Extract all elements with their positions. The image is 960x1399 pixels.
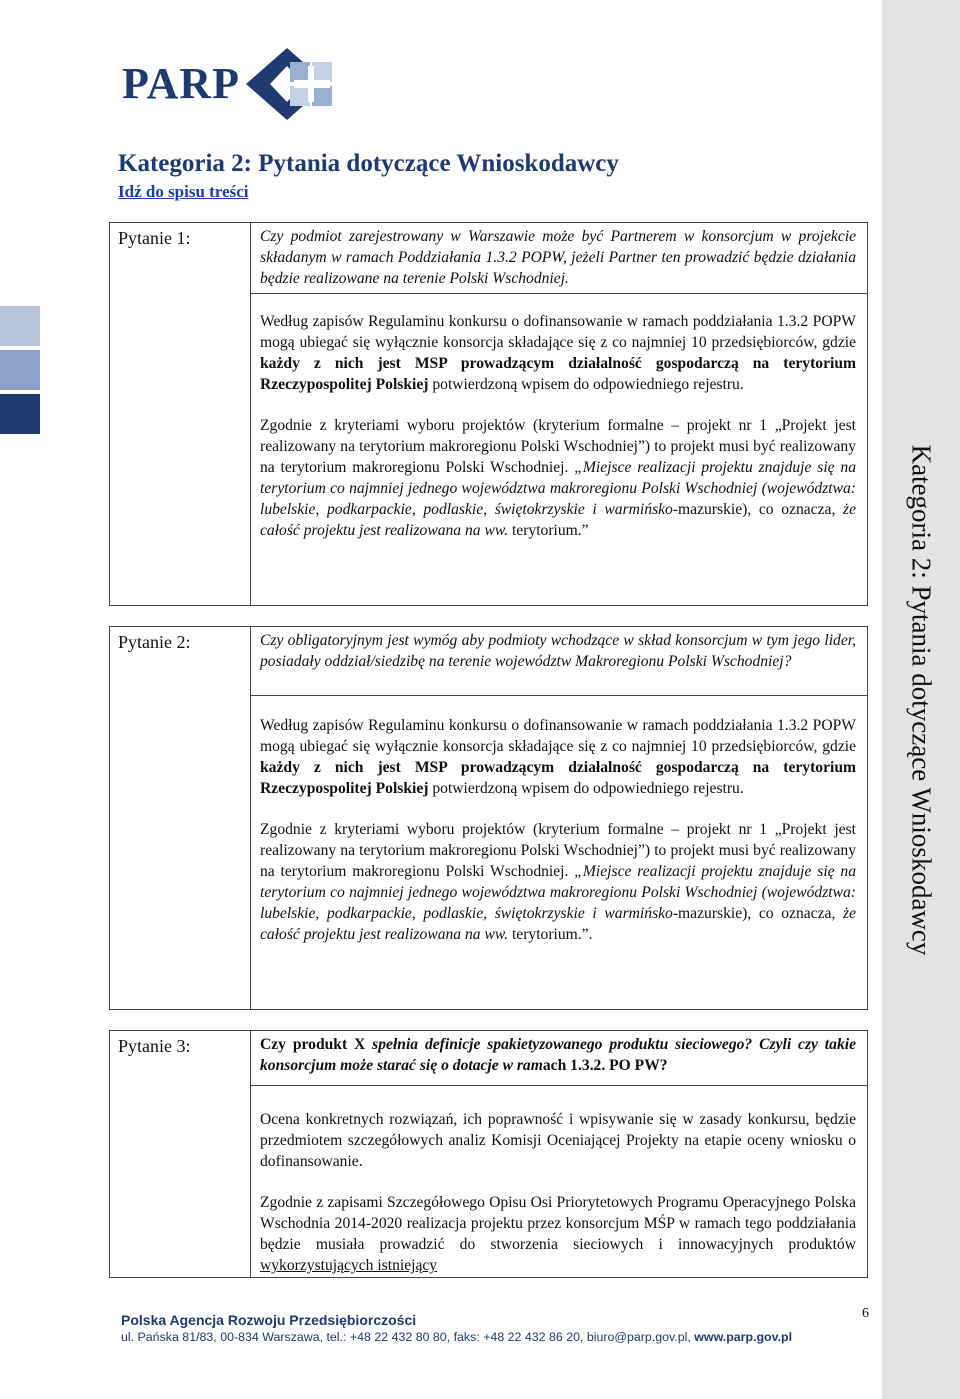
question-2-answer <box>260 715 856 965</box>
logo-mark-icon <box>232 44 342 124</box>
question-2-table <box>109 626 868 1010</box>
decor-square-2 <box>0 350 40 390</box>
footer-address: ul. Pańska 81/83, 00-834 Warszawa, tel.: +48 22 432 80 80, faks: +48 22 432 86 20, biuro@parp.gov.pl, www.parp.gov.pl <box>121 1330 793 1344</box>
answer-paragraph: Zgodnie z zapisami Szczegółowego Opisu Osi Priorytetowych Programu Operacyjnego Polska Wschodnia 2014-2020 realizacja projektu przez konsorcjum MŚP w ramach tego poddziałania będzie musiała prowadzić do stworzenia sieciowych i innowacyjnych produktów wykorzystujących istniejący <box>260 1194 856 1274</box>
decor-square-3 <box>0 394 40 434</box>
question-label-cell <box>110 627 251 1009</box>
question-1-text: Czy podmiot zarejestrowany w Warszawie może być Partnerem w konsorcjum w projekcie składanym w ramach Poddziałania 1.3.2 POPW, jeżeli Partner ten prowadzić będzie działania będzie realizowane na terenie Polski Wschodniej. <box>260 228 856 287</box>
footer-org-name: Polska Agencja Rozwoju Przedsiębiorczości <box>121 1312 417 1328</box>
answer-paragraph: Zgodnie z kryteriami wyboru projektów (kryterium formalne – projekt nr 1 „Projekt jest realizowany na terytorium makroregionu Polski Wschodniej”) to projekt musi być realizowany na terytorium makroregionu Polski Wschodniej. „Miejsce realizacji projektu znajduje się na terytorium co najmniej jednego województwa makroregionu Polski Wschodniej (województwa: lubelskie, podkarpackie, podlaskie, świętokrzyskie i warmińsko-mazurskie), co oznacza, że całość projektu jest realizowana na ww. terytorium.”. <box>260 821 857 943</box>
page-title: Kategoria 2: Pytania dotyczące Wnioskodawcy <box>118 150 619 177</box>
question-1-answer <box>260 311 856 561</box>
question-3-label: Pytanie 3: <box>118 1036 191 1056</box>
page-number: 6 <box>862 1306 869 1321</box>
decor-square-1 <box>0 306 40 346</box>
logo-wordmark: PARP <box>122 59 241 108</box>
answer-paragraph: Według zapisów Regulaminu konkursu o dofinansowanie w ramach poddziałania 1.3.2 POPW mogą ubiegać się wyłącznie konsorcja składające się z co najmniej 10 przedsiębiorców, gdzie każdy z nich jest MSP prowadzącym działalność gospodarczą na terytorium Rzeczypospolitej Polskiej potwierdzoną wpisem do odpowiedniego rejestru. <box>260 313 856 393</box>
question-3-table <box>109 1030 868 1278</box>
answer-paragraph: Zgodnie z kryteriami wyboru projektów (kryterium formalne – projekt nr 1 „Projekt jest realizowany na terytorium makroregionu Polski Wschodniej”) to projekt musi być realizowany na terytorium makroregionu Polski Wschodniej. „Miejsce realizacji projektu znajduje się na terytorium co najmniej jednego województwa makroregionu Polski Wschodniej (województwa: lubelskie, podkarpackie, podlaskie, świętokrzyskie i warmińsko-mazurskie), co oznacza, że całość projektu jest realizowana na ww. terytorium.” <box>260 417 857 539</box>
footer-website-link[interactable]: www.parp.gov.pl <box>694 1330 793 1344</box>
question-1-table <box>109 222 868 606</box>
question-divider <box>250 1085 867 1086</box>
sidebar-category-label: Kategoria 2: Pytania dotyczące Wnioskodawcy <box>906 444 937 956</box>
question-2-text: Czy obligatoryjnym jest wymóg aby podmioty wchodzące w skład konsorcjum w tym jego lider, posiadały oddział/siedzibę na terenie województw Makroregionu Polski Wschodniej? <box>260 632 856 670</box>
question-1-label: Pytanie 1: <box>118 228 191 248</box>
answer-paragraph: Według zapisów Regulaminu konkursu o dofinansowanie w ramach poddziałania 1.3.2 POPW mogą ubiegać się wyłącznie konsorcja składające się z co najmniej 10 przedsiębiorców, gdzie każdy z nich jest MSP prowadzącym działalność gospodarczą na terytorium Rzeczypospolitej Polskiej potwierdzoną wpisem do odpowiedniego rejestru. <box>260 717 856 797</box>
question-2-label: Pytanie 2: <box>118 632 191 652</box>
toc-link[interactable]: Idź do spisu treści <box>118 182 249 201</box>
question-divider <box>250 293 867 294</box>
question-3-text: Czy produkt X spełnia definicje spakietyzowanego produktu sieciowego? Czyli czy takie konsorcjum może starać się o dotacje w ramach 1.3.2. PO PW? <box>260 1036 856 1074</box>
question-divider <box>250 695 867 696</box>
question-label-cell <box>110 223 251 605</box>
answer-paragraph: Ocena konkretnych rozwiązań, ich poprawność i wpisywanie się w zasady konkursu, będzie przedmiotem szczegółowych analiz Komisji Oceniającej Projekty na etapie oceny wniosku o dofinansowanie. <box>260 1111 856 1170</box>
question-3-answer <box>260 1109 856 1296</box>
question-label-cell <box>110 1031 251 1277</box>
